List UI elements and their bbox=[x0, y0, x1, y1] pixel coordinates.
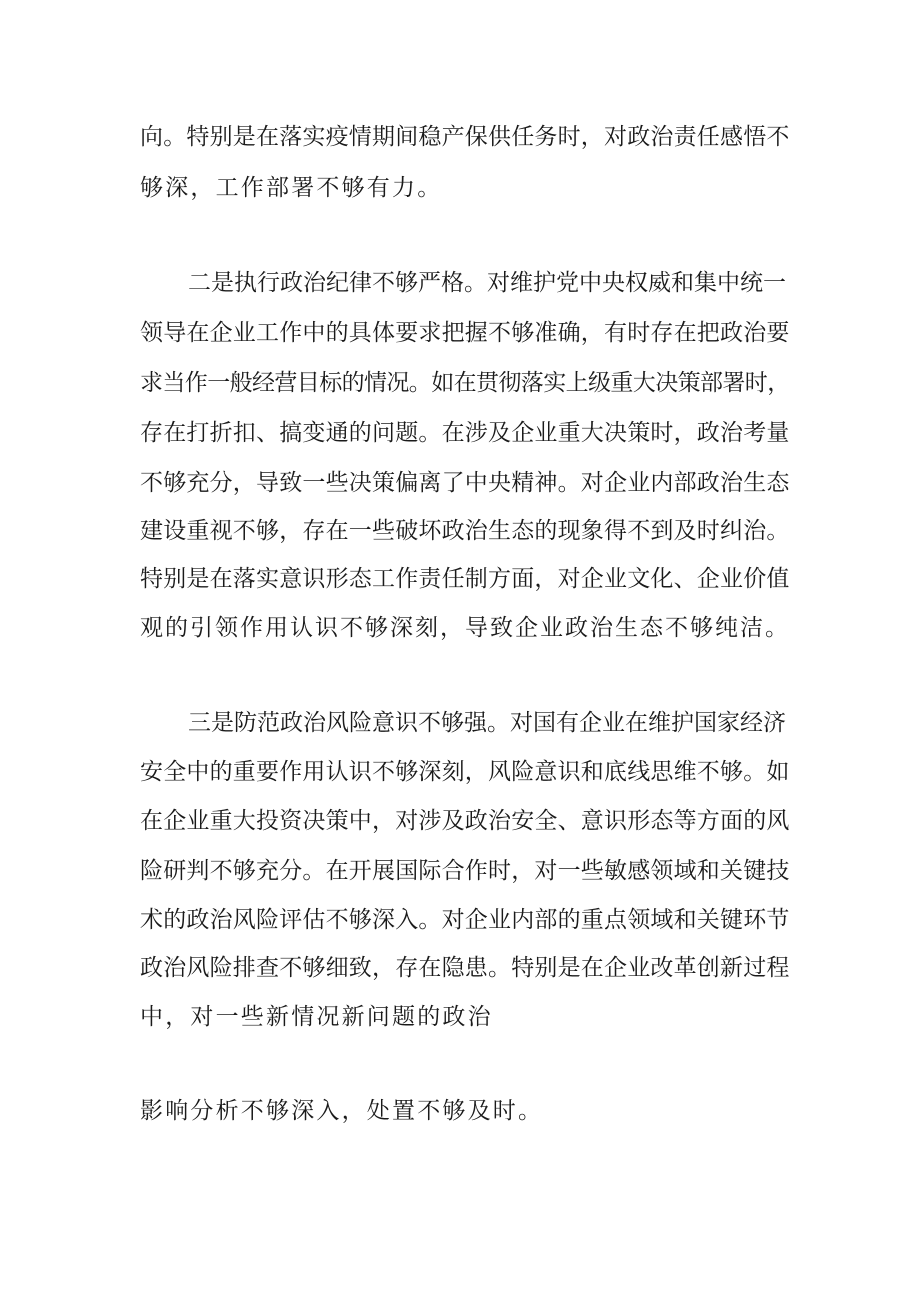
text-line: 建设重视不够，存在一些破坏政治生态的现象得不到及时纠治。 bbox=[140, 518, 790, 544]
text-line: 存在打折扣、搞变通的问题。在涉及企业重大决策时，政治考量 bbox=[140, 420, 790, 446]
text-line: 二是执行政治纪律不够严格。对维护党中央权威和集中统一 bbox=[188, 270, 786, 296]
text-line: 政治风险排查不够细致，存在隐患。特别是在企业改革创新过程 bbox=[140, 955, 790, 981]
text-line: 求当作一般经营目标的情况。如在贯彻落实上级重大决策部署时， bbox=[140, 370, 790, 396]
text-line: 特别是在落实意识形态工作责任制方面，对企业文化、企业价值 bbox=[140, 566, 790, 592]
text-line: 不够充分，导致一些决策偏离了中央精神。对企业内部政治生态 bbox=[140, 470, 790, 496]
text-line: 在企业重大投资决策中，对涉及政治安全、意识形态等方面的风 bbox=[140, 808, 790, 834]
text-line: 观的引领作用认识不够深刻，导致企业政治生态不够纯洁。 bbox=[140, 615, 790, 641]
text-line: 向。特别是在落实疫情期间稳产保供任务时，对政治责任感悟不 bbox=[140, 124, 790, 150]
text-line: 中，对一些新情况新问题的政治 bbox=[140, 1004, 493, 1030]
text-line: 术的政治风险评估不够深入。对企业内部的重点领域和关键环节 bbox=[140, 907, 790, 933]
text-line: 三是防范政治风险意识不够强。对国有企业在维护国家经济 bbox=[188, 710, 786, 736]
text-line: 安全中的重要作用认识不够深刻，风险意识和底线思维不够。如 bbox=[140, 759, 790, 785]
text-line: 险研判不够充分。在开展国际合作时，对一些敏感领域和关键技 bbox=[140, 858, 790, 884]
text-line: 影响分析不够深入，处置不够及时。 bbox=[140, 1098, 544, 1124]
text-line: 够深，工作部署不够有力。 bbox=[140, 175, 443, 201]
text-line: 领导在企业工作中的具体要求把握不够准确，有时存在把政治要 bbox=[140, 320, 790, 346]
